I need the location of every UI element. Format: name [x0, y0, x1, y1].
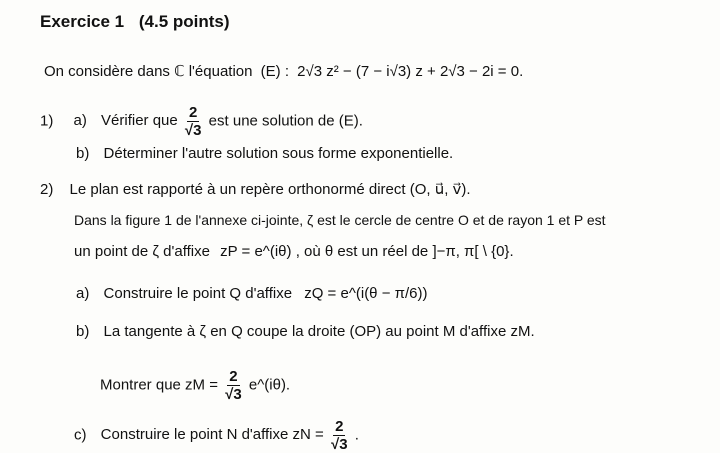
q2c-label: c) [74, 426, 87, 444]
q2b-frac-den: √3 [225, 386, 242, 403]
q1a-fraction [184, 104, 203, 139]
q1a-frac-num: 2 [189, 104, 198, 121]
intro-text: On considère dans ℂ l'équation [44, 63, 253, 80]
q2-paragraph-line2 [74, 242, 514, 262]
q2-intro-line [40, 180, 471, 200]
q2-intro: Le plan est rapporté à un repère orthonormé direct (O, u⃗, v⃗). [69, 181, 471, 198]
q1b-label: b) [76, 145, 90, 162]
q1a-label: a) [73, 112, 87, 130]
q1b-line [76, 144, 453, 164]
q2a-label: a) [76, 285, 90, 302]
q2b-frac-num: 2 [229, 368, 238, 385]
q2b-line [76, 322, 535, 342]
q2c-frac-den: √3 [330, 436, 348, 453]
intro-line [44, 62, 523, 82]
q2-line2-after: , où θ est un réel de ]−π, π[ \ {0}. [295, 243, 514, 260]
q1a-frac-den: √3 [184, 122, 202, 139]
q2-line2-before: un point de ζ d'affixe [74, 243, 210, 260]
zp-expression: zP = e^(iθ) [220, 243, 292, 260]
q2-number: 2) [40, 181, 54, 198]
q2a-line [76, 284, 427, 304]
equation-label: (E) : [260, 63, 289, 80]
q1b-text: Déterminer l'autre solution sous forme exponentielle. [103, 145, 454, 162]
q2c-frac-num: 2 [335, 418, 344, 435]
q1a-text-after: est une solution de (E). [208, 112, 363, 130]
q2b-show-line [100, 368, 290, 403]
q2c-text: Construire le point N d'affixe zN = [100, 426, 324, 444]
q1a-text-before: Vérifier que [101, 112, 178, 130]
exercise-heading [40, 12, 230, 32]
q2-paragraph-line1: Dans la figure 1 de l'annexe ci-jointe, ζ est le cercle de centre O et de rayon 1 et P est [74, 212, 606, 228]
q2b-label: b) [76, 323, 90, 340]
q2a-text: Construire le point Q d'affixe [103, 285, 293, 302]
q2c-fraction [330, 418, 349, 453]
exercise-points: (4.5 points) [138, 12, 230, 31]
q2b-show-before: Montrer que zM = [100, 376, 218, 394]
exercise-title: Exercice 1 [40, 12, 125, 31]
q2b-text: La tangente à ζ en Q coupe la droite (OP) au point M d'affixe zM. [103, 323, 535, 340]
q2c-line [74, 418, 359, 453]
q2c-after: . [354, 426, 359, 444]
q1-number: 1) [40, 112, 54, 130]
equation: 2√3 z² − (7 − i√3) z + 2√3 − 2i = 0. [297, 63, 524, 80]
q2b-show-after: e^(iθ). [248, 376, 291, 394]
q2b-fraction [224, 368, 243, 403]
q1a-line [40, 104, 363, 139]
zq-expression: zQ = e^(i(θ − π/6)) [304, 285, 428, 302]
